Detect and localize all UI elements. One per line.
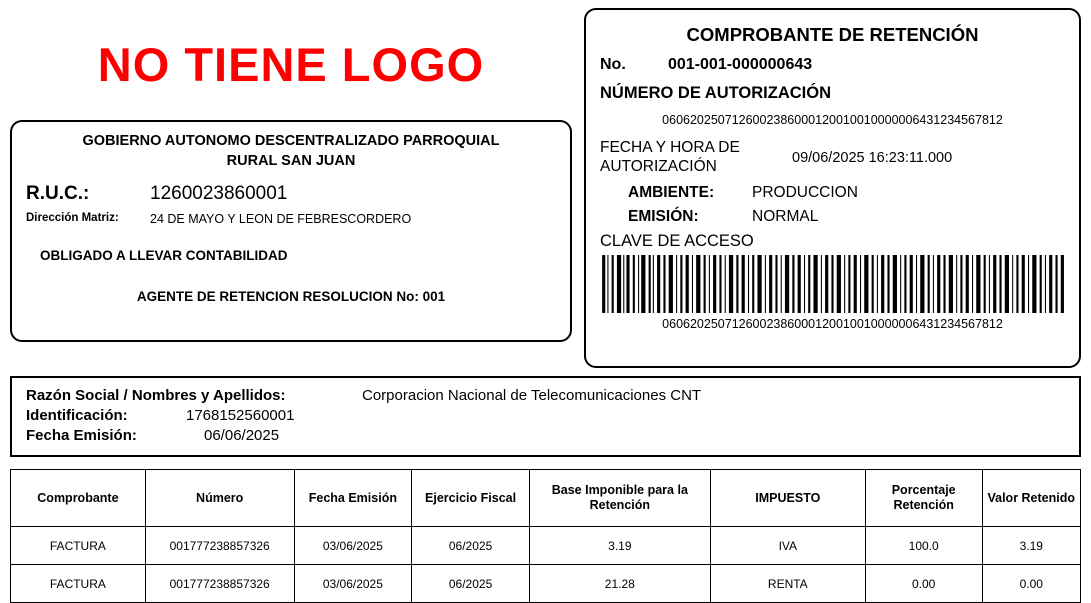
issuer-info-box: [10, 120, 572, 342]
column-header-numero: Número: [145, 470, 294, 527]
cell-numero: 001777238857326: [145, 565, 294, 603]
issuer-address-value: 24 DE MAYO Y LEON DE FEBRESCORDERO: [150, 212, 412, 227]
authorization-title: NÚMERO DE AUTORIZACIÓN: [600, 84, 831, 102]
cell-base: 3.19: [529, 527, 710, 565]
receiver-date-value: 06/06/2025: [204, 427, 280, 444]
receiver-name-row: [26, 387, 1069, 404]
access-key-value: 0606202507126002386000120010010000006431234567812: [662, 317, 1003, 332]
issuer-name: [26, 132, 556, 171]
cell-fecha: 03/06/2025: [294, 565, 412, 603]
issuer-address-row: [26, 211, 556, 226]
cell-ejercicio: 06/2025: [412, 527, 530, 565]
emision-label: EMISIÓN:: [628, 208, 699, 226]
authorization-date-value: 09/06/2025 16:23:11.000: [792, 149, 953, 166]
column-header-base-imponible: Base Imponible para la Retención: [529, 470, 710, 527]
logo-area: [10, 8, 572, 120]
authorization-date-row: [600, 139, 1065, 176]
receiver-info-box: [10, 376, 1081, 457]
column-header-porcentaje: Porcentaje Retención: [865, 470, 982, 527]
receiver-name-label: Razón Social / Nombres y Apellidos:: [26, 387, 286, 404]
receipt-number-row: [600, 56, 1065, 74]
issuer-name-line2: RURAL SAN JUAN: [226, 152, 356, 169]
issuer-column: [10, 8, 572, 368]
receiver-id-label: Identificación:: [26, 407, 128, 424]
issuer-address-label: Dirección Matriz:: [26, 212, 119, 225]
emision-row: [600, 208, 1065, 226]
column-header-fecha-emision: Fecha Emisión: [294, 470, 412, 527]
cell-porcentaje: 0.00: [865, 565, 982, 603]
barcode-icon: [600, 255, 1065, 313]
emision-value: NORMAL: [752, 208, 819, 226]
cell-base: 21.28: [529, 565, 710, 603]
issuer-ruc-row: [26, 183, 556, 205]
cell-impuesto: RENTA: [710, 565, 865, 603]
ambiente-value: PRODUCCION: [752, 184, 858, 202]
receipt-title: COMPROBANTE DE RETENCIÓN: [686, 24, 979, 45]
detail-table-wrapper: [10, 469, 1081, 603]
ambiente-row: [600, 184, 1065, 202]
cell-valor: 0.00: [982, 565, 1081, 603]
receiver-date-row: [26, 427, 1069, 444]
receipt-column: [584, 8, 1081, 368]
cell-numero: 001777238857326: [145, 527, 294, 565]
table-row: [11, 527, 1081, 565]
receiver-date-label: Fecha Emisión:: [26, 427, 137, 444]
issuer-ruc-value: 1260023860001: [150, 183, 288, 205]
receipt-number-value: 001-001-000000643: [668, 56, 813, 73]
column-header-ejercicio-fiscal: Ejercicio Fiscal: [412, 470, 530, 527]
cell-impuesto: IVA: [710, 527, 865, 565]
no-logo-text: NO TIENE LOGO: [97, 37, 485, 91]
cell-valor: 3.19: [982, 527, 1081, 565]
table-header-row: [11, 470, 1081, 527]
cell-comprobante: FACTURA: [11, 527, 146, 565]
authorization-date-label: FECHA Y HORA DE AUTORIZACIÓN: [600, 139, 740, 175]
ambiente-label: AMBIENTE:: [628, 184, 715, 202]
receiver-id-value: 1768152560001: [186, 407, 295, 424]
receiver-name-value: Corporacion Nacional de Telecomunicaciones CNT: [362, 387, 702, 404]
issuer-retention-agent: AGENTE DE RETENCION RESOLUCION No: 001: [136, 289, 446, 305]
issuer-name-line1: GOBIERNO AUTONOMO DESCENTRALIZADO PARROQUIAL: [82, 133, 500, 149]
access-key-label: CLAVE DE ACCESO: [600, 232, 754, 251]
issuer-ruc-label: R.U.C.:: [26, 183, 90, 205]
receipt-info-box: [584, 8, 1081, 368]
column-header-impuesto: IMPUESTO: [710, 470, 865, 527]
cell-fecha: 03/06/2025: [294, 527, 412, 565]
retention-detail-table: [10, 469, 1081, 603]
cell-porcentaje: 100.0: [865, 527, 982, 565]
authorization-number: 0606202507126002386000120010010000006431234567812: [662, 113, 1003, 127]
receiver-id-row: [26, 407, 1069, 424]
cell-ejercicio: 06/2025: [412, 565, 530, 603]
issuer-accounting-note: OBLIGADO A LLEVAR CONTABILIDAD: [40, 248, 288, 264]
receipt-number-label: No.: [600, 56, 626, 73]
cell-comprobante: FACTURA: [11, 565, 146, 603]
column-header-comprobante: Comprobante: [11, 470, 146, 527]
column-header-valor-retenido: Valor Retenido: [982, 470, 1081, 527]
